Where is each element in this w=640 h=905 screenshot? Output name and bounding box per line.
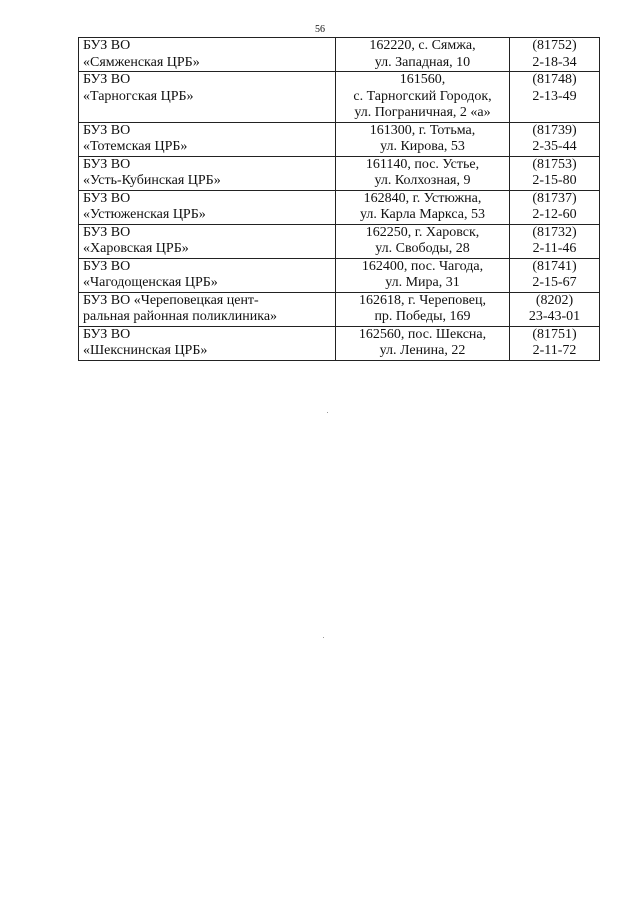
address-line: 162400, пос. Чагода, [361,258,484,274]
table-row [79,326,600,360]
address-line: 161560, [399,72,446,87]
phone-cell [510,326,600,360]
org-name-line: БУЗ ВО «Череповецкая цент- [83,292,259,308]
phone-cell [510,224,600,258]
org-name-line: «Устюженская ЦРБ» [83,207,206,222]
address-line: 161300, г. Тотьма, [369,122,476,138]
phone-line: 2-13-49 [532,88,577,104]
phone-line: 2-15-67 [532,275,577,290]
table-row [79,292,600,326]
phone-line: (81737) [532,190,577,206]
org-name-cell [79,326,336,360]
phone-line: 2-15-80 [532,173,577,188]
organizations-table [78,37,600,361]
address-line: 162250, г. Харовск, [365,224,480,240]
phone-cell [510,190,600,224]
phone-cell [510,258,600,292]
address-line: 162618, г. Череповец, [359,292,486,308]
org-name-cell [79,156,336,190]
table-body [79,38,600,361]
org-name-cell [79,72,336,123]
address-cell [336,156,510,190]
org-name-line: «Шекснинская ЦРБ» [83,343,208,358]
org-name-cell [79,38,336,72]
table-row [79,72,600,123]
phone-cell [510,156,600,190]
org-name-cell [79,122,336,156]
table-row [79,38,600,72]
address-line: 161140, пос. Устье, [365,156,480,172]
phone-line: 23-43-01 [528,309,581,324]
phone-line: 2-35-44 [532,139,577,154]
org-name-line: БУЗ ВО [83,190,131,206]
org-name-line: ральная районная поликлиника» [83,309,278,324]
address-line: ул. Кирова, 53 [380,139,465,154]
org-name-line: БУЗ ВО [83,122,131,138]
org-name-line: «Чагодощенская ЦРБ» [83,275,218,290]
org-name-line: БУЗ ВО [83,224,131,240]
org-name-line: «Тотемская ЦРБ» [83,139,188,154]
table-row [79,156,600,190]
phone-line: (81739) [532,122,577,138]
phone-line: (8202) [535,292,574,308]
phone-cell [510,292,600,326]
phone-line: (81751) [532,326,577,342]
org-name-line: БУЗ ВО [83,38,131,53]
phone-line: 2-11-72 [532,343,577,358]
org-name-cell [79,190,336,224]
phone-cell [510,38,600,72]
table-row [79,224,600,258]
address-line: ул. Ленина, 22 [379,343,466,358]
org-name-line: БУЗ ВО [83,72,131,87]
address-cell [336,326,510,360]
address-line: пр. Победы, 169 [374,309,471,324]
page-number: 56 [315,24,325,35]
phone-line: 2-12-60 [532,207,577,222]
address-line: ул. Свободы, 28 [375,241,470,256]
phone-line: (81748) [532,72,577,87]
phone-line: 2-18-34 [532,54,577,70]
scan-artifact-dot [323,637,324,638]
address-cell [336,292,510,326]
org-name-line: БУЗ ВО [83,326,131,342]
org-name-line: БУЗ ВО [83,258,131,274]
address-cell [336,224,510,258]
address-cell [336,190,510,224]
address-line: ул. Карла Маркса, 53 [360,207,485,222]
address-cell [336,258,510,292]
address-line: с. Тарногский Городок, [353,88,492,104]
org-name-line: «Тарногская ЦРБ» [83,88,194,104]
org-name-line: БУЗ ВО [83,156,131,172]
phone-line: (81753) [532,156,577,172]
address-line: ул. Мира, 31 [385,275,460,290]
scan-artifact-dot [327,412,328,413]
address-cell [336,72,510,123]
address-line: 162560, пос. Шексна, [358,326,487,342]
org-name-line: «Харовская ЦРБ» [83,241,189,256]
org-name-cell [79,224,336,258]
address-cell [336,122,510,156]
phone-line: (81732) [532,224,577,240]
org-name-cell [79,292,336,326]
table-row [79,258,600,292]
org-name-cell [79,258,336,292]
address-line: ул. Западная, 10 [374,54,471,70]
table-row [79,122,600,156]
phone-cell [510,72,600,123]
address-line: ул. Пограничная, 2 «а» [354,105,491,120]
phone-line: (81752) [532,38,577,53]
org-name-line: «Сямженская ЦРБ» [83,54,200,70]
phone-cell [510,122,600,156]
address-line: 162840, г. Устюжна, [363,190,482,206]
address-line: 162220, с. Сямжа, [369,38,476,53]
phone-line: (81741) [532,258,577,274]
address-cell [336,38,510,72]
address-line: ул. Колхозная, 9 [374,173,471,188]
phone-line: 2-11-46 [532,241,577,256]
org-name-line: «Усть-Кубинская ЦРБ» [83,173,221,188]
table-row [79,190,600,224]
